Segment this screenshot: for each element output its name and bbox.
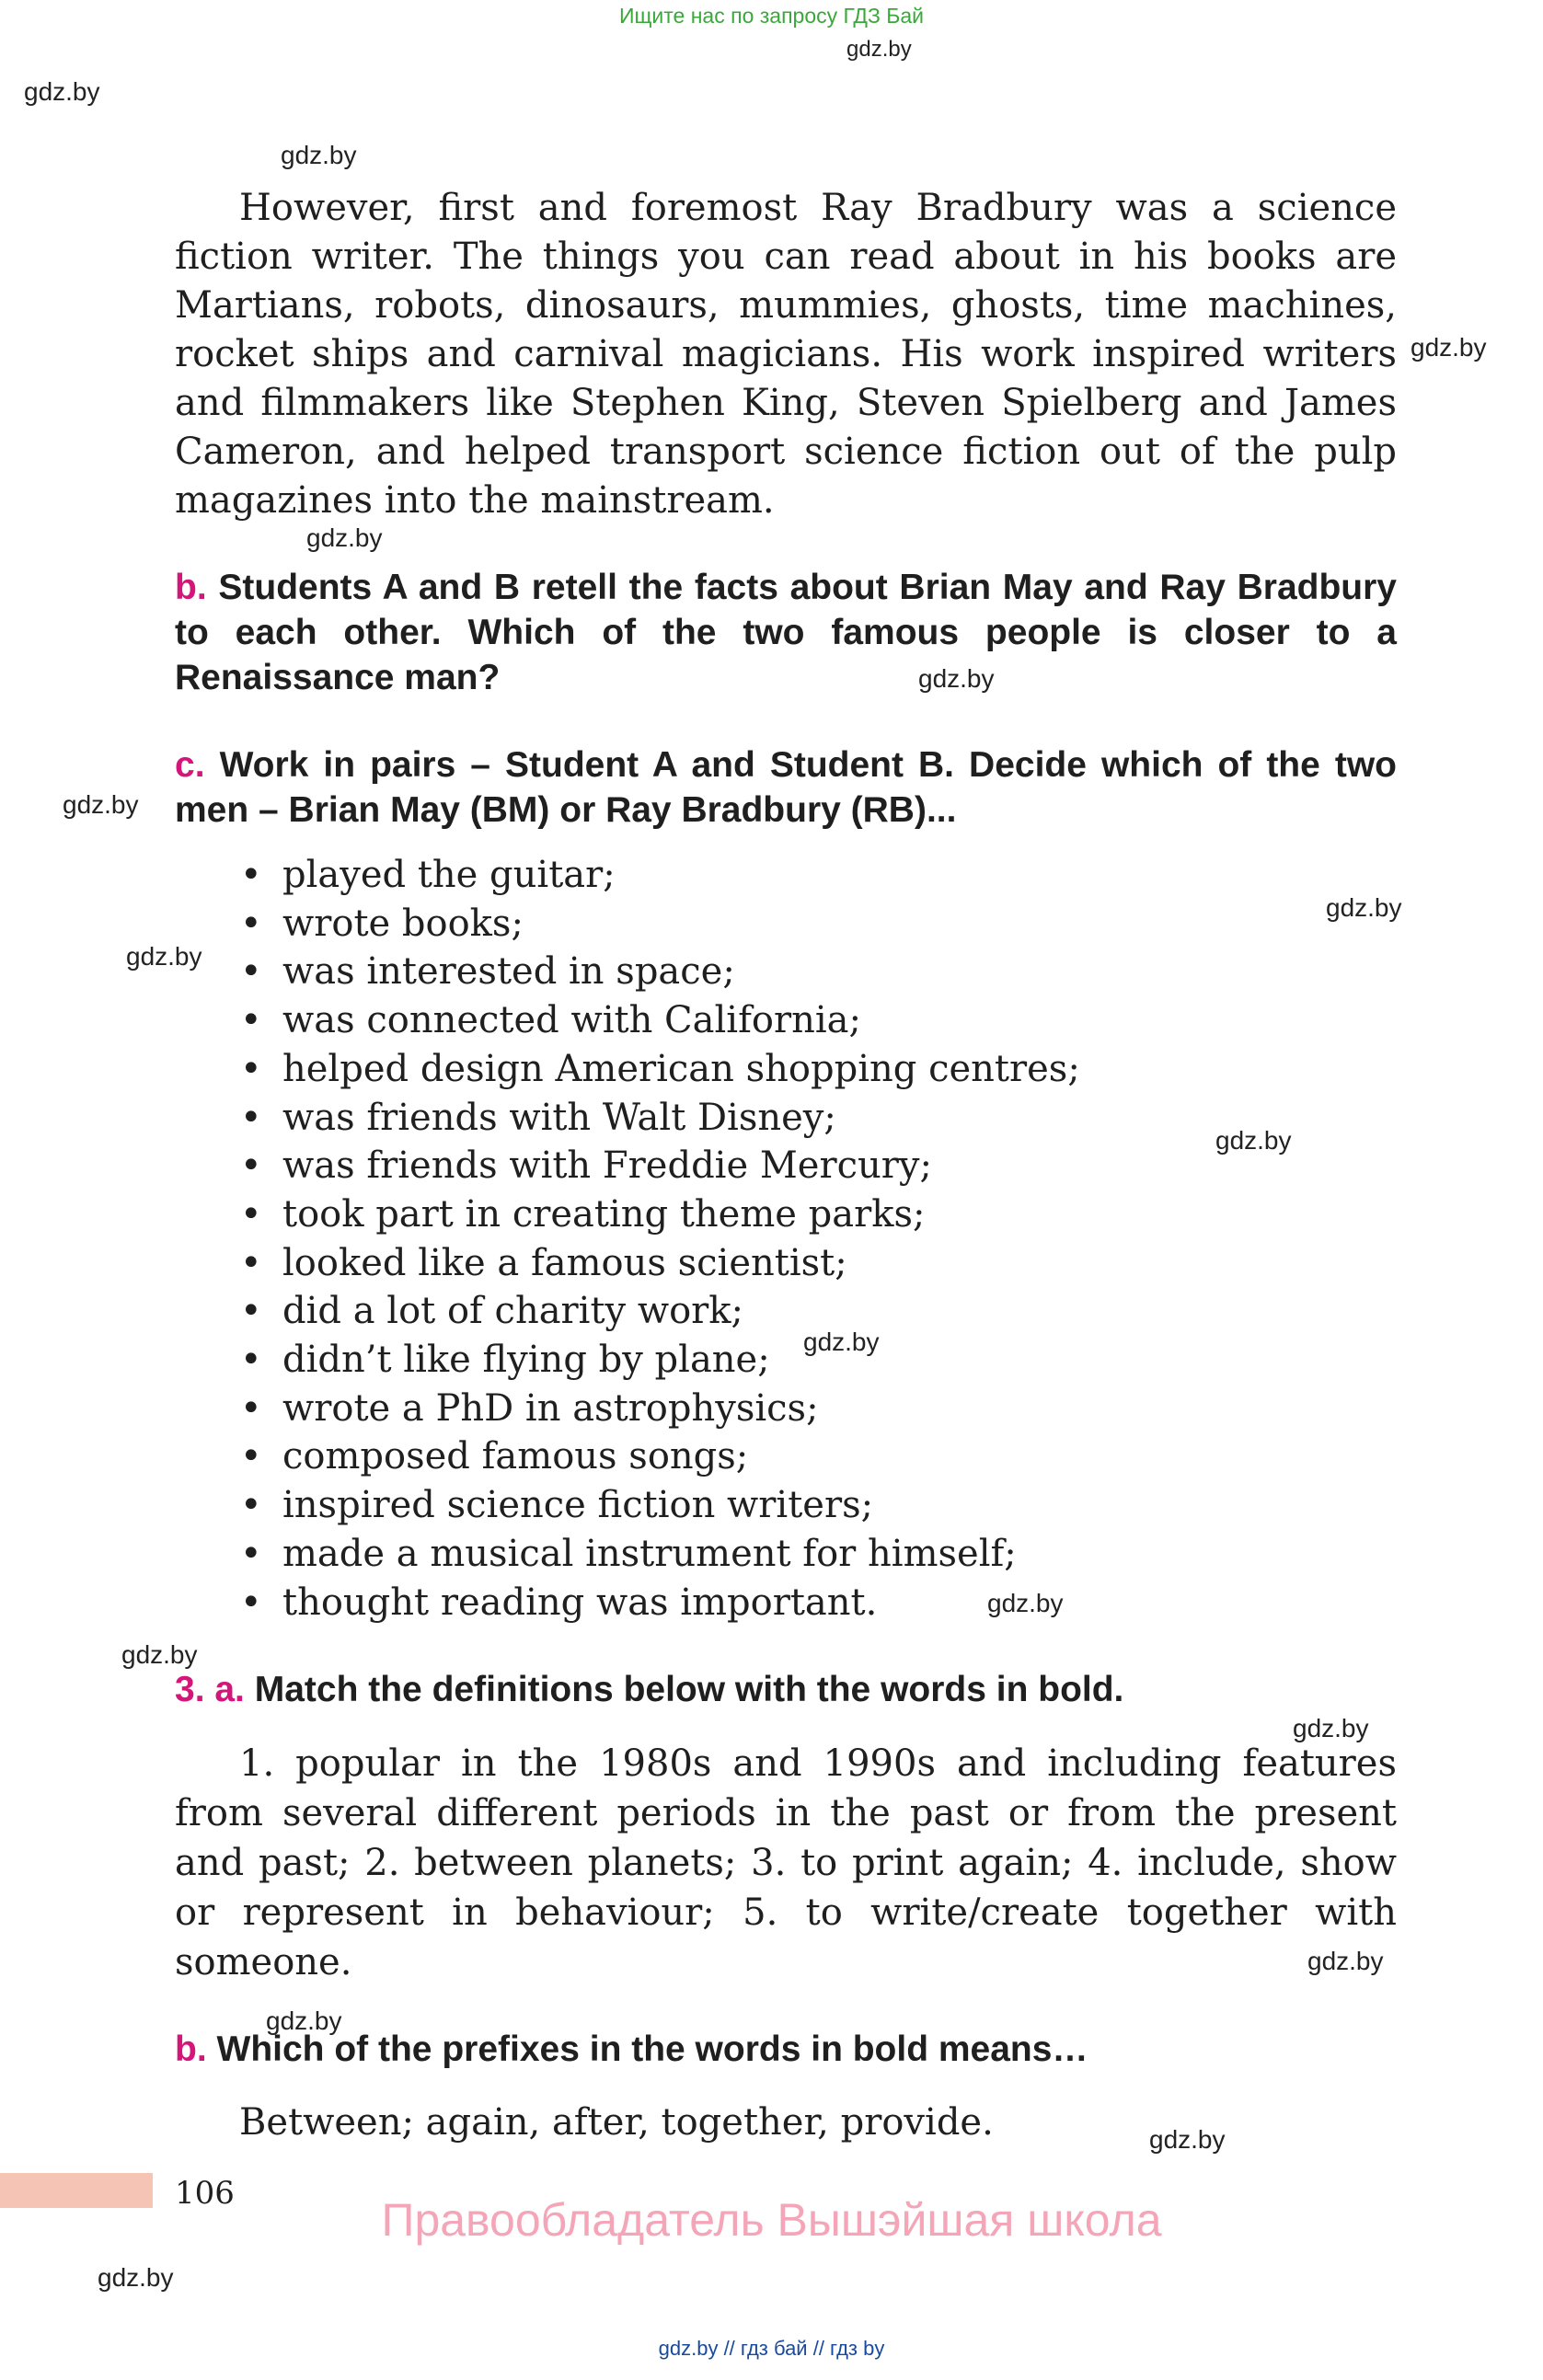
- list-item: • was connected with California;: [235, 996, 1080, 1045]
- watermark: gdz.by: [1307, 1947, 1384, 1975]
- watermark: gdz.by: [121, 1640, 198, 1669]
- task-b-text: Students A and B retell the facts about Brian May and Ray Bradbury to each other. Which of the two famous people is closer to a Renaissance man?: [175, 568, 1397, 697]
- watermark: gdz.by: [98, 2263, 174, 2292]
- list-item: • took part in creating theme parks;: [235, 1190, 1080, 1239]
- watermark: gdz.by: [281, 141, 357, 169]
- definitions-text: 1. popular in the 1980s and 1990s and including features from several different periods in the past or from the present and past; 2. between planets; 3. to print again; 4. include, show or represent in behaviour; 5. to write/create together with someone.: [175, 1742, 1397, 1983]
- watermark: gdz.by: [1149, 2125, 1226, 2154]
- top-banner: Ищите нас по запросу ГДЗ Бай: [618, 4, 925, 28]
- bullet-icon: •: [240, 1484, 262, 1527]
- list-item: • wrote a PhD in astrophysics;: [235, 1385, 1080, 1433]
- bullet-icon: •: [240, 854, 262, 896]
- definitions-paragraph: [175, 1739, 1397, 1987]
- bullet-list: [235, 851, 1080, 1627]
- watermark: gdz.by: [24, 77, 100, 106]
- bullet-icon: •: [240, 1290, 262, 1333]
- bullet-icon: •: [240, 1435, 262, 1478]
- bullet-icon: •: [240, 1096, 262, 1139]
- watermark: gdz.by: [306, 523, 383, 552]
- watermark: gdz.by: [63, 790, 139, 819]
- list-item: • helped design American shopping centres;: [235, 1045, 1080, 1094]
- intro-paragraph: [175, 184, 1397, 525]
- bullet-icon: •: [240, 1532, 262, 1575]
- bullet-icon: •: [240, 950, 262, 994]
- list-item: • wrote books;: [235, 900, 1080, 949]
- task-3a: [175, 1667, 1397, 1712]
- page-number: 106: [175, 2175, 235, 2212]
- list-item: • thought reading was important.: [235, 1579, 1080, 1627]
- copyright-notice: Правообладатель Вышэйшая школа: [381, 2194, 1162, 2246]
- task-3a-text: Match the definitions below with the words in bold.: [254, 1670, 1124, 1709]
- watermark: gdz.by: [1326, 893, 1402, 922]
- bullet-icon: •: [240, 1241, 262, 1284]
- task-b-label: b.: [175, 568, 207, 607]
- bullet-icon: •: [240, 1192, 262, 1236]
- watermark: gdz.by: [987, 1589, 1064, 1617]
- list-item: • was friends with Walt Disney;: [235, 1094, 1080, 1143]
- list-item: • made a musical instrument for himself;: [235, 1530, 1080, 1579]
- watermark: gdz.by: [1293, 1714, 1369, 1742]
- watermark: gdz.by: [918, 664, 995, 693]
- list-item: • inspired science fiction writers;: [235, 1481, 1080, 1530]
- watermark: gdz.by: [266, 2006, 342, 2035]
- watermark: gdz.by: [126, 942, 202, 971]
- list-item: • did a lot of charity work;: [235, 1287, 1080, 1336]
- bullet-icon: •: [240, 1386, 262, 1430]
- intro-paragraph-text: However, first and foremost Ray Bradbury was a science fiction writer. The things you can read about in his books are Martians, robots, dinosaurs, mummies, ghosts, time machines, rocket ships and carnival magicians. His work inspired writers and filmmakers like Stephen King, Steven Spielberg and James Cameron, and helped transport science fiction out of the pulp magazines into the mainstream.: [175, 187, 1397, 522]
- bullet-icon: •: [240, 999, 262, 1042]
- watermark: gdz.by: [1215, 1126, 1292, 1155]
- bullet-icon: •: [240, 1581, 262, 1624]
- task-c-label: c.: [175, 745, 205, 785]
- bullet-icon: •: [240, 1144, 262, 1188]
- bullet-icon: •: [240, 1047, 262, 1090]
- list-item: • played the guitar;: [235, 851, 1080, 900]
- prefix-answers: [175, 2098, 1397, 2147]
- bottom-links[interactable]: gdz.by // гдз бай // гдз by: [658, 2337, 885, 2360]
- bullet-icon: •: [240, 1339, 262, 1382]
- task-3a-label: 3. a.: [175, 1670, 245, 1709]
- list-item: • was friends with Freddie Mercury;: [235, 1142, 1080, 1190]
- watermark: gdz.by: [1411, 333, 1487, 362]
- list-item: • was interested in space;: [235, 948, 1080, 996]
- list-item: • looked like a famous scientist;: [235, 1239, 1080, 1288]
- task-3b-label: b.: [175, 2029, 207, 2069]
- task-c: [175, 742, 1397, 833]
- prefix-answers-text: Between; again, after, together, provide.: [239, 2101, 994, 2144]
- list-item: • didn’t like flying by plane;: [235, 1336, 1080, 1385]
- task-c-text: Work in pairs – Student A and Student B. Decide which of the two men – Brian May (BM) or Ray Bradbury (RB)...: [175, 745, 1397, 830]
- list-item: • composed famous songs;: [235, 1432, 1080, 1481]
- bullet-icon: •: [240, 902, 262, 945]
- watermark: gdz.by: [803, 1328, 880, 1356]
- task-3b-text: Which of the prefixes in the words in bold means…: [216, 2029, 1088, 2069]
- task-b: [175, 565, 1397, 700]
- task-3b: [175, 2027, 1397, 2072]
- watermark: gdz.by: [846, 37, 912, 62]
